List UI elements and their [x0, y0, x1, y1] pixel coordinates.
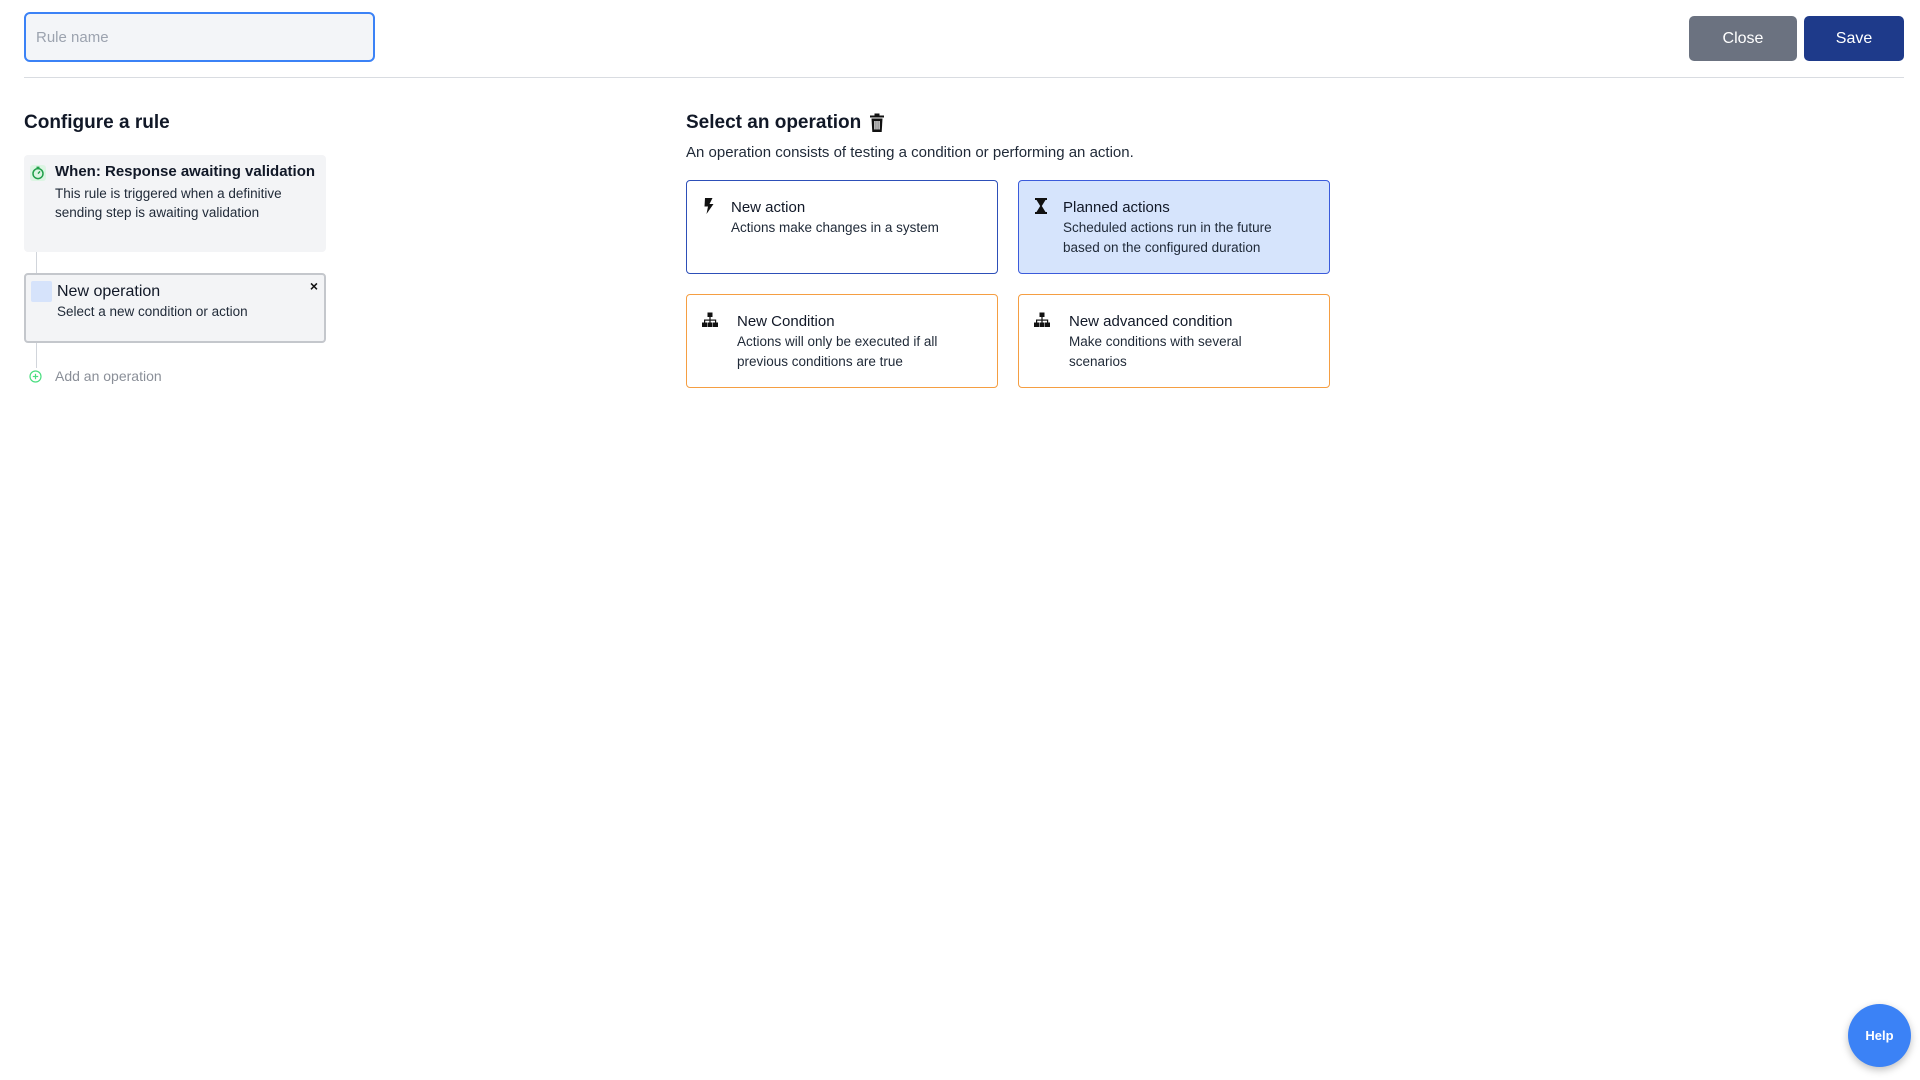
connector-line [36, 343, 37, 368]
new-operation-card[interactable] [24, 273, 326, 343]
header [24, 12, 1904, 62]
select-operation-title: Select an operation [686, 112, 862, 133]
add-operation-label: Add an operation [55, 368, 162, 384]
select-operation-subtitle: An operation consists of testing a condition or performing an action. [686, 144, 1134, 161]
clock-icon [30, 165, 46, 181]
hourglass-icon [1033, 197, 1049, 215]
lightning-icon [701, 197, 717, 215]
rule-config-panel [24, 112, 326, 384]
tile-description: Make conditions with several scenarios [1069, 334, 1242, 369]
tile-description: Actions make changes in a system [731, 220, 939, 235]
trash-icon[interactable] [869, 113, 885, 133]
tile-title: New action [731, 199, 806, 216]
remove-operation-close-icon[interactable]: × [309, 278, 318, 294]
tile-description: Scheduled actions run in the future based on the configured duration [1063, 220, 1272, 255]
hierarchy-icon [701, 311, 719, 329]
operation-title: New operation [57, 283, 161, 300]
tile-title: Planned actions [1063, 199, 1170, 216]
save-button[interactable]: Save [1804, 16, 1904, 61]
plus-circle-icon [29, 370, 42, 383]
operation-selector-panel [686, 112, 1336, 369]
configure-rule-title: Configure a rule [24, 112, 170, 133]
trigger-title: When: Response awaiting validation [55, 163, 316, 180]
hierarchy-icon [1033, 311, 1051, 329]
tile-title: New Condition [737, 313, 835, 330]
help-button[interactable]: Help [1848, 1004, 1911, 1067]
planned-actions-tile[interactable] [1018, 180, 1330, 274]
new-advanced-condition-tile[interactable] [1018, 294, 1330, 388]
trigger-description: This rule is triggered when a definitive sending step is awaiting validation [55, 186, 282, 220]
trigger-card[interactable] [24, 155, 326, 252]
operation-description: Select a new condition or action [57, 304, 248, 319]
new-condition-tile[interactable] [686, 294, 998, 388]
tile-description: Actions will only be executed if all previous conditions are true [737, 334, 938, 369]
header-divider [24, 77, 1904, 78]
rule-name-input[interactable] [24, 12, 375, 62]
tile-title: New advanced condition [1069, 313, 1233, 330]
operation-color-swatch [31, 281, 52, 302]
close-button[interactable]: Close [1689, 16, 1797, 61]
connector-line [36, 252, 37, 273]
add-operation-link[interactable] [29, 368, 162, 384]
new-action-tile[interactable] [686, 180, 998, 274]
